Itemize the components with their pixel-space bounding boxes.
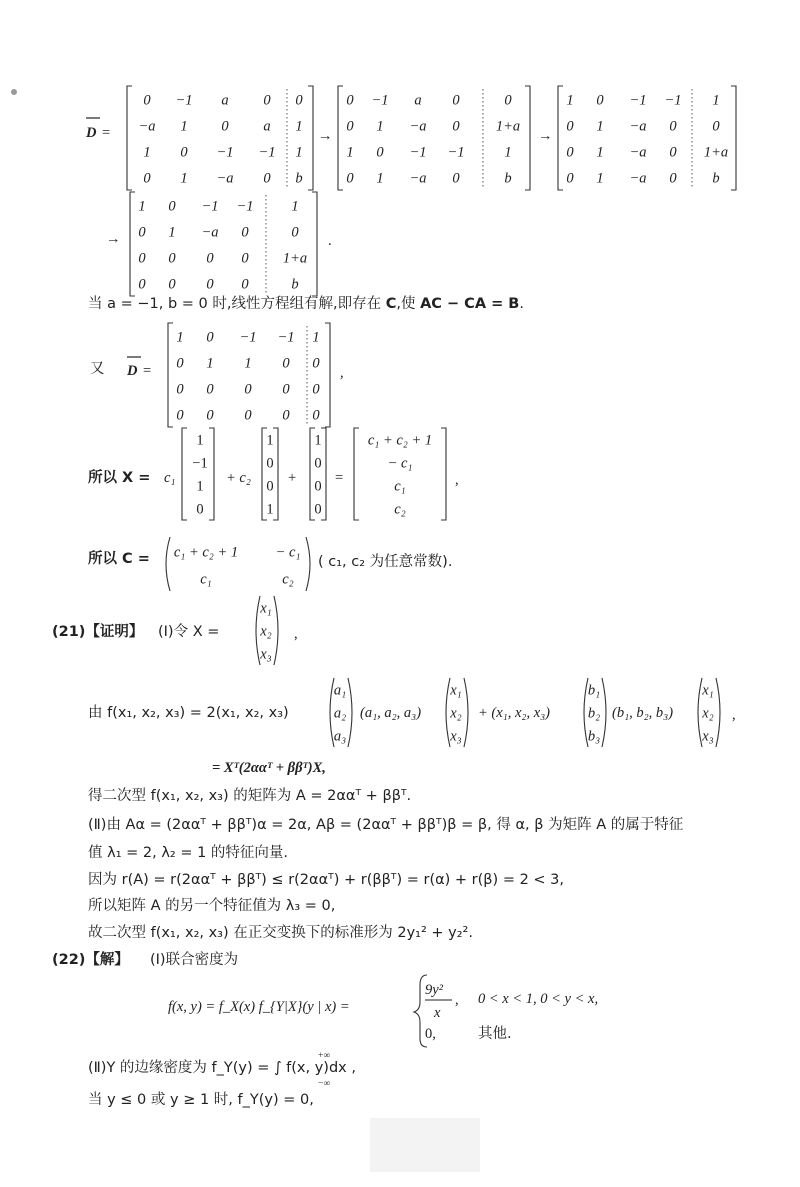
matrix-augmented-4	[130, 192, 317, 296]
matrix-augmented-1-cell: −a	[138, 118, 156, 135]
vector-alpha-cell: a₂	[333, 705, 347, 722]
matrix-augmented-4-cell: −1	[201, 198, 219, 215]
fraction-numerator: 9y²	[425, 982, 444, 998]
vector-X-3-cell: x₂	[702, 705, 714, 722]
matrix-augmented-5-left-bracket	[168, 323, 173, 427]
equals-sign-3: =	[335, 470, 344, 486]
matrix-augmented-5-cell: −1	[277, 329, 295, 346]
matrix-augmented-5-cell: 0	[206, 407, 214, 424]
plus-row-x: + (x₁, x₂, x₃)	[478, 705, 550, 721]
matrix-augmented-3-cell: −1	[664, 92, 682, 109]
matrix-augmented-2-left-bracket	[338, 86, 343, 190]
matrix-augmented-5-cell: 1	[244, 355, 252, 372]
matrix-augmented-3-right-bracket	[731, 86, 736, 190]
vector-beta-right-bracket	[602, 678, 606, 747]
matrix-augmented-5-cell: 0	[206, 329, 214, 346]
matrix-augmented-1-cell: 1	[295, 144, 303, 161]
equals-sign-2: =	[143, 363, 152, 379]
matrix-augmented-4-cell: 1	[291, 198, 299, 215]
integral-lower-limit: −∞	[318, 1079, 331, 1089]
matrix-augmented-3-cell: 1	[596, 118, 604, 135]
vector-beta-cell: b₃	[587, 728, 601, 745]
integral-upper-limit: +∞	[318, 1051, 331, 1061]
vector-X-2-cell: x₁	[450, 682, 462, 699]
vector-alpha-cell: a₃	[333, 728, 347, 745]
otherwise-label: 其他.	[478, 1026, 512, 1042]
matrix-augmented-1-cell: a	[221, 92, 229, 109]
vector-alpha-right-bracket	[348, 678, 352, 747]
matrix-augmented-3-left-bracket	[558, 86, 563, 190]
matrix-augmented-5-cell: −1	[239, 329, 257, 346]
matrix-augmented-5-cell: 0	[282, 407, 290, 424]
vector-X-3-right-bracket	[716, 678, 720, 747]
label-you: 又	[90, 361, 105, 377]
arrow-1: →	[318, 128, 333, 144]
part1-let-X: (Ⅰ)令 X =	[158, 624, 220, 640]
matrix-augmented-2-cell: 1	[504, 144, 512, 161]
vector-X-2-cell: x₃	[450, 728, 462, 745]
matrix-augmented-3-cell: 1	[566, 92, 574, 109]
matrix-augmented-2-cell: 1+a	[495, 118, 521, 135]
matrix-augmented-1-cell: 1	[295, 118, 303, 135]
matrix-augmented-2-cell: 0	[346, 118, 354, 135]
vector-basis-2-right-bracket	[273, 428, 278, 520]
matrix-augmented-3-cell: 0	[566, 118, 574, 135]
section-22-heading: (22)【解】	[52, 952, 129, 968]
vector-X-2-right-bracket	[464, 678, 468, 747]
matrix-augmented-1-cell: 0	[263, 170, 271, 187]
matrix-augmented-4-cell: 0	[291, 224, 299, 241]
quadratic-matrix-form: = Xᵀ(2ααᵀ + ββᵀ)X,	[212, 760, 326, 776]
vector-particular-cell: 0	[314, 455, 322, 472]
matrix-augmented-5-cell: 0	[244, 381, 252, 398]
period: .	[328, 233, 332, 249]
vector-basis-1-cell: 1	[196, 432, 204, 449]
section-21-heading: (21)【证明】	[52, 624, 144, 640]
standard-form: 故二次型 f(x₁, x₂, x₃) 在正交变换下的标准形为 2y₁² + y₂².	[88, 925, 473, 941]
matrix-augmented-3-cell: −1	[629, 92, 647, 109]
vector-beta	[584, 678, 606, 747]
matrix-augmented-3-cell: 1	[712, 92, 720, 109]
vector-beta-cell: b₂	[587, 705, 601, 722]
vector-X	[256, 596, 278, 665]
vector-general-solution-cell: − c₁	[387, 455, 413, 472]
matrix-augmented-1-cell: 0	[180, 144, 188, 161]
vector-particular-cell: 0	[314, 478, 322, 495]
matrix-augmented-2-cell: 0	[452, 92, 460, 109]
fraction-denominator: x	[434, 1005, 441, 1021]
matrix-C-right-bracket	[306, 537, 310, 591]
matrix-augmented-2	[338, 86, 530, 190]
matrix-augmented-4-cell: 0	[138, 250, 146, 267]
vector-general-solution-cell: c₂	[394, 501, 406, 518]
row-alpha: (a₁, a₂, a₃)	[360, 705, 422, 721]
row-beta: (b₁, b₂, b₃)	[612, 705, 674, 721]
matrix-augmented-5-cell: 0	[176, 381, 184, 398]
matrix-augmented-1-cell: 0	[263, 92, 271, 109]
matrix-augmented-5-cell: 0	[176, 407, 184, 424]
vector-basis-2-cell: 1	[266, 432, 274, 449]
comma-4: ,	[732, 707, 736, 723]
scan-speck	[11, 89, 17, 95]
matrix-augmented-4-left-bracket	[130, 192, 135, 296]
zero-value: 0,	[425, 1026, 436, 1042]
matrix-augmented-3-cell: 0	[596, 92, 604, 109]
vector-particular-cell: 0	[314, 501, 322, 518]
matrix-augmented-2-cell: 0	[346, 170, 354, 187]
matrix-augmented-2-cell: 0	[452, 170, 460, 187]
rank-inequality: 因为 r(A) = r(2ααᵀ + ββᵀ) ≤ r(2ααᵀ) + r(ββᵀ) = r(α) + r(β) = 2 < 3,	[88, 872, 565, 888]
matrix-augmented-5-cell: 0	[244, 407, 252, 424]
matrix-augmented-2-cell: 1	[346, 144, 354, 161]
matrix-augmented-4-cell: 1	[168, 224, 176, 241]
matrix-augmented-5-cell: 0	[282, 355, 290, 372]
comma-3: ,	[294, 626, 298, 642]
matrix-augmented-1-left-bracket	[127, 86, 132, 190]
vector-X-3	[698, 678, 720, 747]
matrix-augmented-1-cell: 0	[221, 118, 229, 135]
matrix-C-cell: c₂	[282, 571, 294, 588]
vector-basis-2-cell: 0	[266, 478, 274, 495]
matrix-augmented-4-cell: 0	[241, 250, 249, 267]
matrix-augmented-5-cell: 0	[312, 381, 320, 398]
support-condition: 0 < x < 1, 0 < y < x,	[478, 991, 599, 1007]
matrix-augmented-5-cell: 0	[282, 381, 290, 398]
vector-X-2	[446, 678, 468, 747]
matrix-C-left-bracket	[166, 537, 170, 591]
matrix-augmented-4-right-bracket	[312, 192, 317, 296]
matrix-augmented-5-cell: 1	[312, 329, 320, 346]
matrix-augmented-1-cell: 0	[295, 92, 303, 109]
matrix-augmented-3-cell: 1	[596, 144, 604, 161]
matrix-augmented-1-cell: a	[263, 118, 271, 135]
matrix-augmented-2-cell: 1	[376, 170, 384, 187]
vector-X-right-bracket	[274, 596, 278, 665]
matrix-augmented-4-cell: 0	[206, 250, 214, 267]
matrix-augmented-1-cell: 0	[143, 92, 151, 109]
matrix-augmented-5-cell: 1	[176, 329, 184, 346]
marginal-density: (Ⅱ)Y 的边缘密度为 f_Y(y) = ∫ f(x, y)dx ,	[88, 1060, 356, 1076]
vector-particular-right-bracket	[321, 428, 326, 520]
matrix-augmented-2-cell: 0	[504, 92, 512, 109]
matrix-augmented-2-cell: −1	[447, 144, 465, 161]
matrix-of-form: 得二次型 f(x₁, x₂, x₃) 的矩阵为 A = 2ααᵀ + ββᵀ.	[88, 788, 412, 804]
comma-2: ,	[455, 472, 459, 488]
vector-X-cell: x₂	[260, 623, 272, 640]
matrix-augmented-4-cell: 0	[206, 276, 214, 293]
vector-basis-1-cell: 0	[196, 501, 204, 518]
eigenvalues-statement: 值 λ₁ = 2, λ₂ = 1 的特征向量.	[88, 845, 289, 861]
vector-general-solution-cell: c₁	[394, 478, 406, 495]
matrix-augmented-3-cell: 0	[712, 118, 720, 135]
marginal-zero-case: 当 y ≤ 0 或 y ≥ 1 时, f_Y(y) = 0,	[88, 1092, 314, 1108]
matrix-augmented-2-cell: −a	[409, 170, 427, 187]
matrix-augmented-3-cell: 0	[566, 170, 574, 187]
matrix-augmented-3	[558, 86, 736, 190]
eigenvector-statement: (Ⅱ)由 Aα = (2ααᵀ + ββᵀ)α = 2α, Aβ = (2ααᵀ + ββᵀ)β = β, 得 α, β 为矩阵 A 的属于特征	[88, 817, 684, 833]
matrix-augmented-2-cell: a	[414, 92, 422, 109]
vector-basis-1-cell: 1	[196, 478, 204, 495]
arrow-3: →	[106, 231, 121, 247]
matrix-augmented-1-cell: 1	[180, 118, 188, 135]
matrix-augmented-3-cell: −a	[629, 170, 647, 187]
matrix-augmented-2-cell: 0	[346, 92, 354, 109]
matrix-augmented-4-cell: 0	[241, 224, 249, 241]
scan-artifact	[370, 1118, 480, 1172]
matrix-augmented-4-cell: 0	[168, 250, 176, 267]
matrix-augmented-1-cell: 1	[180, 170, 188, 187]
matrix-augmented-1-cell: −1	[175, 92, 193, 109]
matrix-augmented-5	[168, 323, 330, 427]
comma-1: ,	[340, 365, 344, 381]
matrix-augmented-3-cell: −a	[629, 118, 647, 135]
matrix-augmented-5-cell: 0	[312, 355, 320, 372]
vector-basis-1-cell: −1	[192, 455, 208, 472]
matrix-augmented-4-cell: −a	[201, 224, 219, 241]
matrix-augmented-4-cell: 0	[241, 276, 249, 293]
matrix-augmented-2-right-bracket	[525, 86, 530, 190]
vector-basis-1-right-bracket	[209, 428, 214, 520]
matrix-augmented-2-cell: −1	[409, 144, 427, 161]
matrix-augmented-3-cell: −a	[629, 144, 647, 161]
matrix-augmented-4-cell: −1	[236, 198, 254, 215]
matrix-augmented-4-cell: 1+a	[282, 250, 308, 267]
vector-basis-2	[262, 428, 278, 520]
matrix-augmented-3-cell: 0	[669, 170, 677, 187]
matrix-augmented-5-cell: 1	[206, 355, 214, 372]
matrix-augmented-1-cell: −a	[216, 170, 234, 187]
vector-alpha-cell: a₁	[333, 682, 347, 699]
matrix-augmented-2-cell: −a	[409, 118, 427, 135]
vector-basis-2-cell: 0	[266, 455, 274, 472]
matrix-augmented-1-cell: 1	[143, 144, 151, 161]
dbar-symbol: D	[86, 125, 97, 141]
solution-C-label: 所以 C =	[88, 551, 150, 567]
vector-general-solution-left-bracket	[354, 428, 359, 520]
matrix-augmented-1-cell: −1	[258, 144, 276, 161]
matrix-augmented-4-cell: 0	[168, 198, 176, 215]
matrix-augmented-4-cell: b	[291, 276, 299, 293]
matrix-augmented-4-cell: 1	[138, 198, 146, 215]
matrix-augmented-5-cell: 0	[312, 407, 320, 424]
matrix-augmented-1-cell: 0	[143, 170, 151, 187]
part1-joint-density: (Ⅰ)联合密度为	[150, 952, 239, 968]
matrix-augmented-3-cell: 1	[596, 170, 604, 187]
matrix-augmented-2-cell: 0	[376, 144, 384, 161]
matrix-augmented-5-right-bracket	[325, 323, 330, 427]
matrix-augmented-4-cell: 0	[138, 224, 146, 241]
vector-X-3-cell: x₃	[702, 728, 714, 745]
matrix-C	[166, 537, 310, 591]
matrix-augmented-3-cell: 0	[566, 144, 574, 161]
matrix-augmented-3-cell: 0	[669, 118, 677, 135]
comma-5: ,	[455, 992, 459, 1008]
matrix-augmented-3-cell: b	[712, 170, 720, 187]
vector-X-3-cell: x₁	[702, 682, 714, 699]
dbar-symbol-2: D	[127, 363, 138, 379]
matrix-augmented-5-cell: 0	[206, 381, 214, 398]
joint-density-lhs: f(x, y) = f_X(x) f_{Y|X}(y | x) =	[168, 999, 350, 1015]
matrix-augmented-1-cell: −1	[216, 144, 234, 161]
vector-basis-2-cell: 1	[266, 501, 274, 518]
coef-c1: c₁	[164, 470, 176, 486]
vector-X-2-cell: x₂	[450, 705, 462, 722]
coef-c2: + c₂	[226, 470, 251, 486]
arbitrary-constants: ( c₁, c₂ 为任意常数).	[318, 554, 453, 570]
arrow-2: →	[538, 128, 553, 144]
vector-beta-cell: b₁	[587, 682, 601, 699]
vector-X-cell: x₁	[260, 600, 272, 617]
matrix-augmented-2-cell: 0	[452, 118, 460, 135]
matrix-augmented-1-cell: b	[295, 170, 303, 187]
matrix-augmented-1	[127, 86, 313, 190]
matrix-C-cell: − c₁	[275, 544, 301, 561]
third-eigenvalue: 所以矩阵 A 的另一个特征值为 λ₃ = 0,	[88, 898, 336, 914]
vector-particular-cell: 1	[314, 432, 322, 449]
equals-sign: =	[102, 125, 111, 141]
matrix-augmented-5-cell: 0	[176, 355, 184, 372]
vector-general-solution-right-bracket	[441, 428, 446, 520]
solvable-condition: 当 a = −1, b = 0 时,线性方程组有解,即存在 C,使 AC − CA = B.	[88, 296, 524, 312]
vector-basis-1-left-bracket	[182, 428, 187, 520]
matrix-augmented-4-cell: 0	[168, 276, 176, 293]
vector-particular	[310, 428, 326, 520]
vector-X-cell: x₃	[260, 646, 272, 663]
vector-basis-1	[182, 428, 214, 520]
matrix-augmented-2-cell: b	[504, 170, 512, 187]
vector-general-solution	[354, 428, 446, 520]
matrix-C-cell: c₁ + c₂ + 1	[173, 544, 239, 561]
plus-sign: +	[288, 470, 297, 486]
matrix-augmented-3-cell: 0	[669, 144, 677, 161]
matrix-augmented-2-cell: −1	[371, 92, 389, 109]
vector-alpha	[330, 678, 352, 747]
matrix-augmented-2-cell: 1	[376, 118, 384, 135]
matrix-augmented-4-cell: 0	[138, 276, 146, 293]
quadratic-expansion-lhs: 由 f(x₁, x₂, x₃) = 2(x₁, x₂, x₃)	[88, 705, 289, 721]
matrix-augmented-3-cell: 1+a	[703, 144, 729, 161]
matrix-C-cell: c₁	[200, 571, 212, 588]
matrix-augmented-1-right-bracket	[308, 86, 313, 190]
vector-general-solution-cell: c₁ + c₂ + 1	[367, 432, 433, 449]
solution-X-label: 所以 X =	[88, 470, 151, 486]
